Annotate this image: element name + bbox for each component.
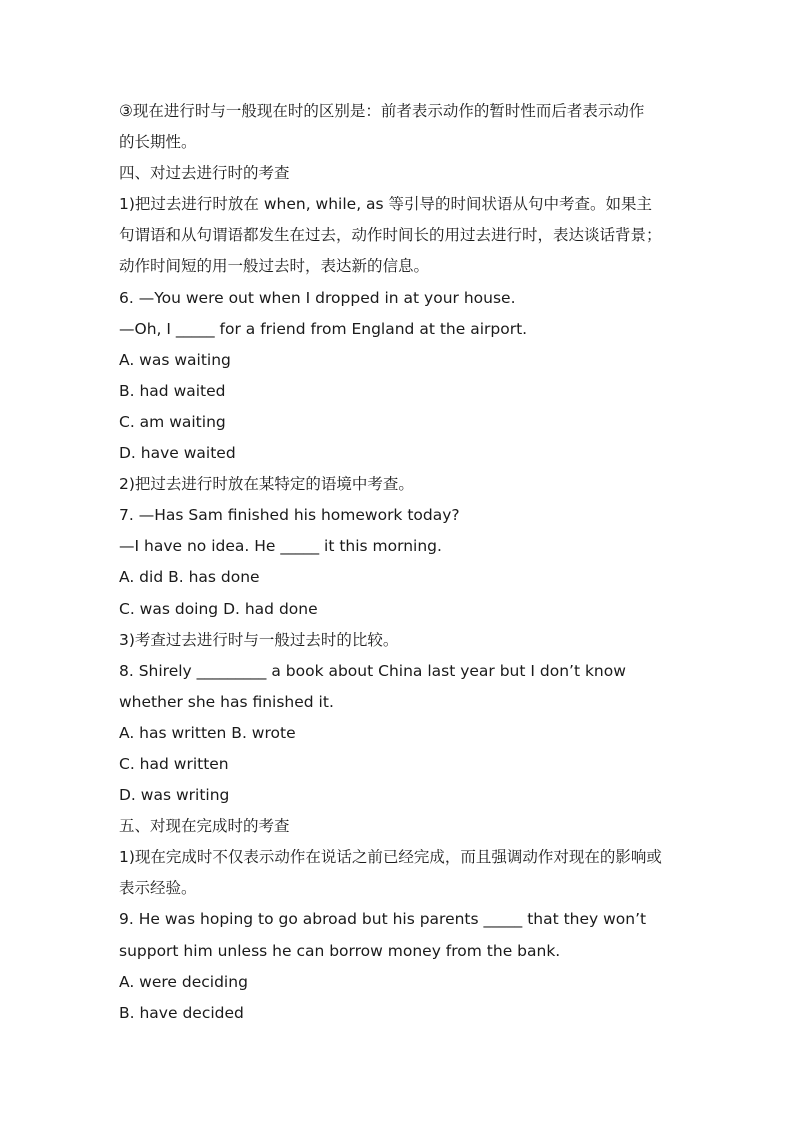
text-line: 1)把过去进行时放在 when, while, as 等引导的时间状语从句中考查。如果主: [119, 195, 653, 214]
question-stem: 9. He was hoping to go abroad but his parents _____ that they won’t: [119, 910, 647, 929]
answer-option: B. had waited: [119, 381, 226, 400]
question-stem: support him unless he can borrow money from the bank.: [119, 941, 561, 960]
answer-option: A. was waiting: [119, 350, 231, 369]
question-stem: 6. —You were out when I dropped in at your house.: [119, 288, 516, 307]
answer-option: D. was writing: [119, 786, 230, 805]
section-heading: 四、对过去进行时的考查: [119, 164, 290, 183]
answer-option: D. have waited: [119, 444, 236, 463]
section-heading: 五、对现在完成时的考查: [119, 817, 290, 836]
answer-option: C. was doing D. had done: [119, 599, 318, 618]
question-stem: whether she has finished it.: [119, 692, 334, 711]
answer-option: C. am waiting: [119, 412, 226, 431]
answer-option: A. has written B. wrote: [119, 723, 296, 742]
answer-option: B. have decided: [119, 1003, 244, 1022]
text-line: 3)考查过去进行时与一般过去时的比较。: [119, 630, 399, 649]
answer-option: A. were deciding: [119, 972, 248, 991]
question-stem: —I have no idea. He _____ it this morning.: [119, 537, 442, 556]
text-line: ③现在进行时与一般现在时的区别是：前者表示动作的暂时性而后者表示动作: [119, 102, 645, 120]
text-line: 表示经验。: [119, 879, 197, 898]
text-line: 2)把过去进行时放在某特定的语境中考查。: [119, 475, 414, 494]
text-line: 的长期性。: [119, 133, 197, 152]
answer-option: A. did B. has done: [119, 568, 260, 587]
document-body: [119, 96, 679, 1029]
question-stem: 7. —Has Sam finished his homework today?: [119, 506, 460, 525]
text-line: 动作时间短的用一般过去时，表达新的信息。: [119, 257, 430, 276]
question-stem: —Oh, I _____ for a friend from England at the airport.: [119, 319, 528, 338]
question-stem: 8. Shirely _________ a book about China last year but I don’t know: [119, 661, 626, 680]
answer-option: C. had written: [119, 754, 229, 773]
text-line: 句谓语和从句谓语都发生在过去，动作时间长的用过去进行时，表达谈话背景；: [119, 226, 662, 245]
text-line: 1)现在完成时不仅表示动作在说话之前已经完成，而且强调动作对现在的影响或: [119, 848, 662, 867]
